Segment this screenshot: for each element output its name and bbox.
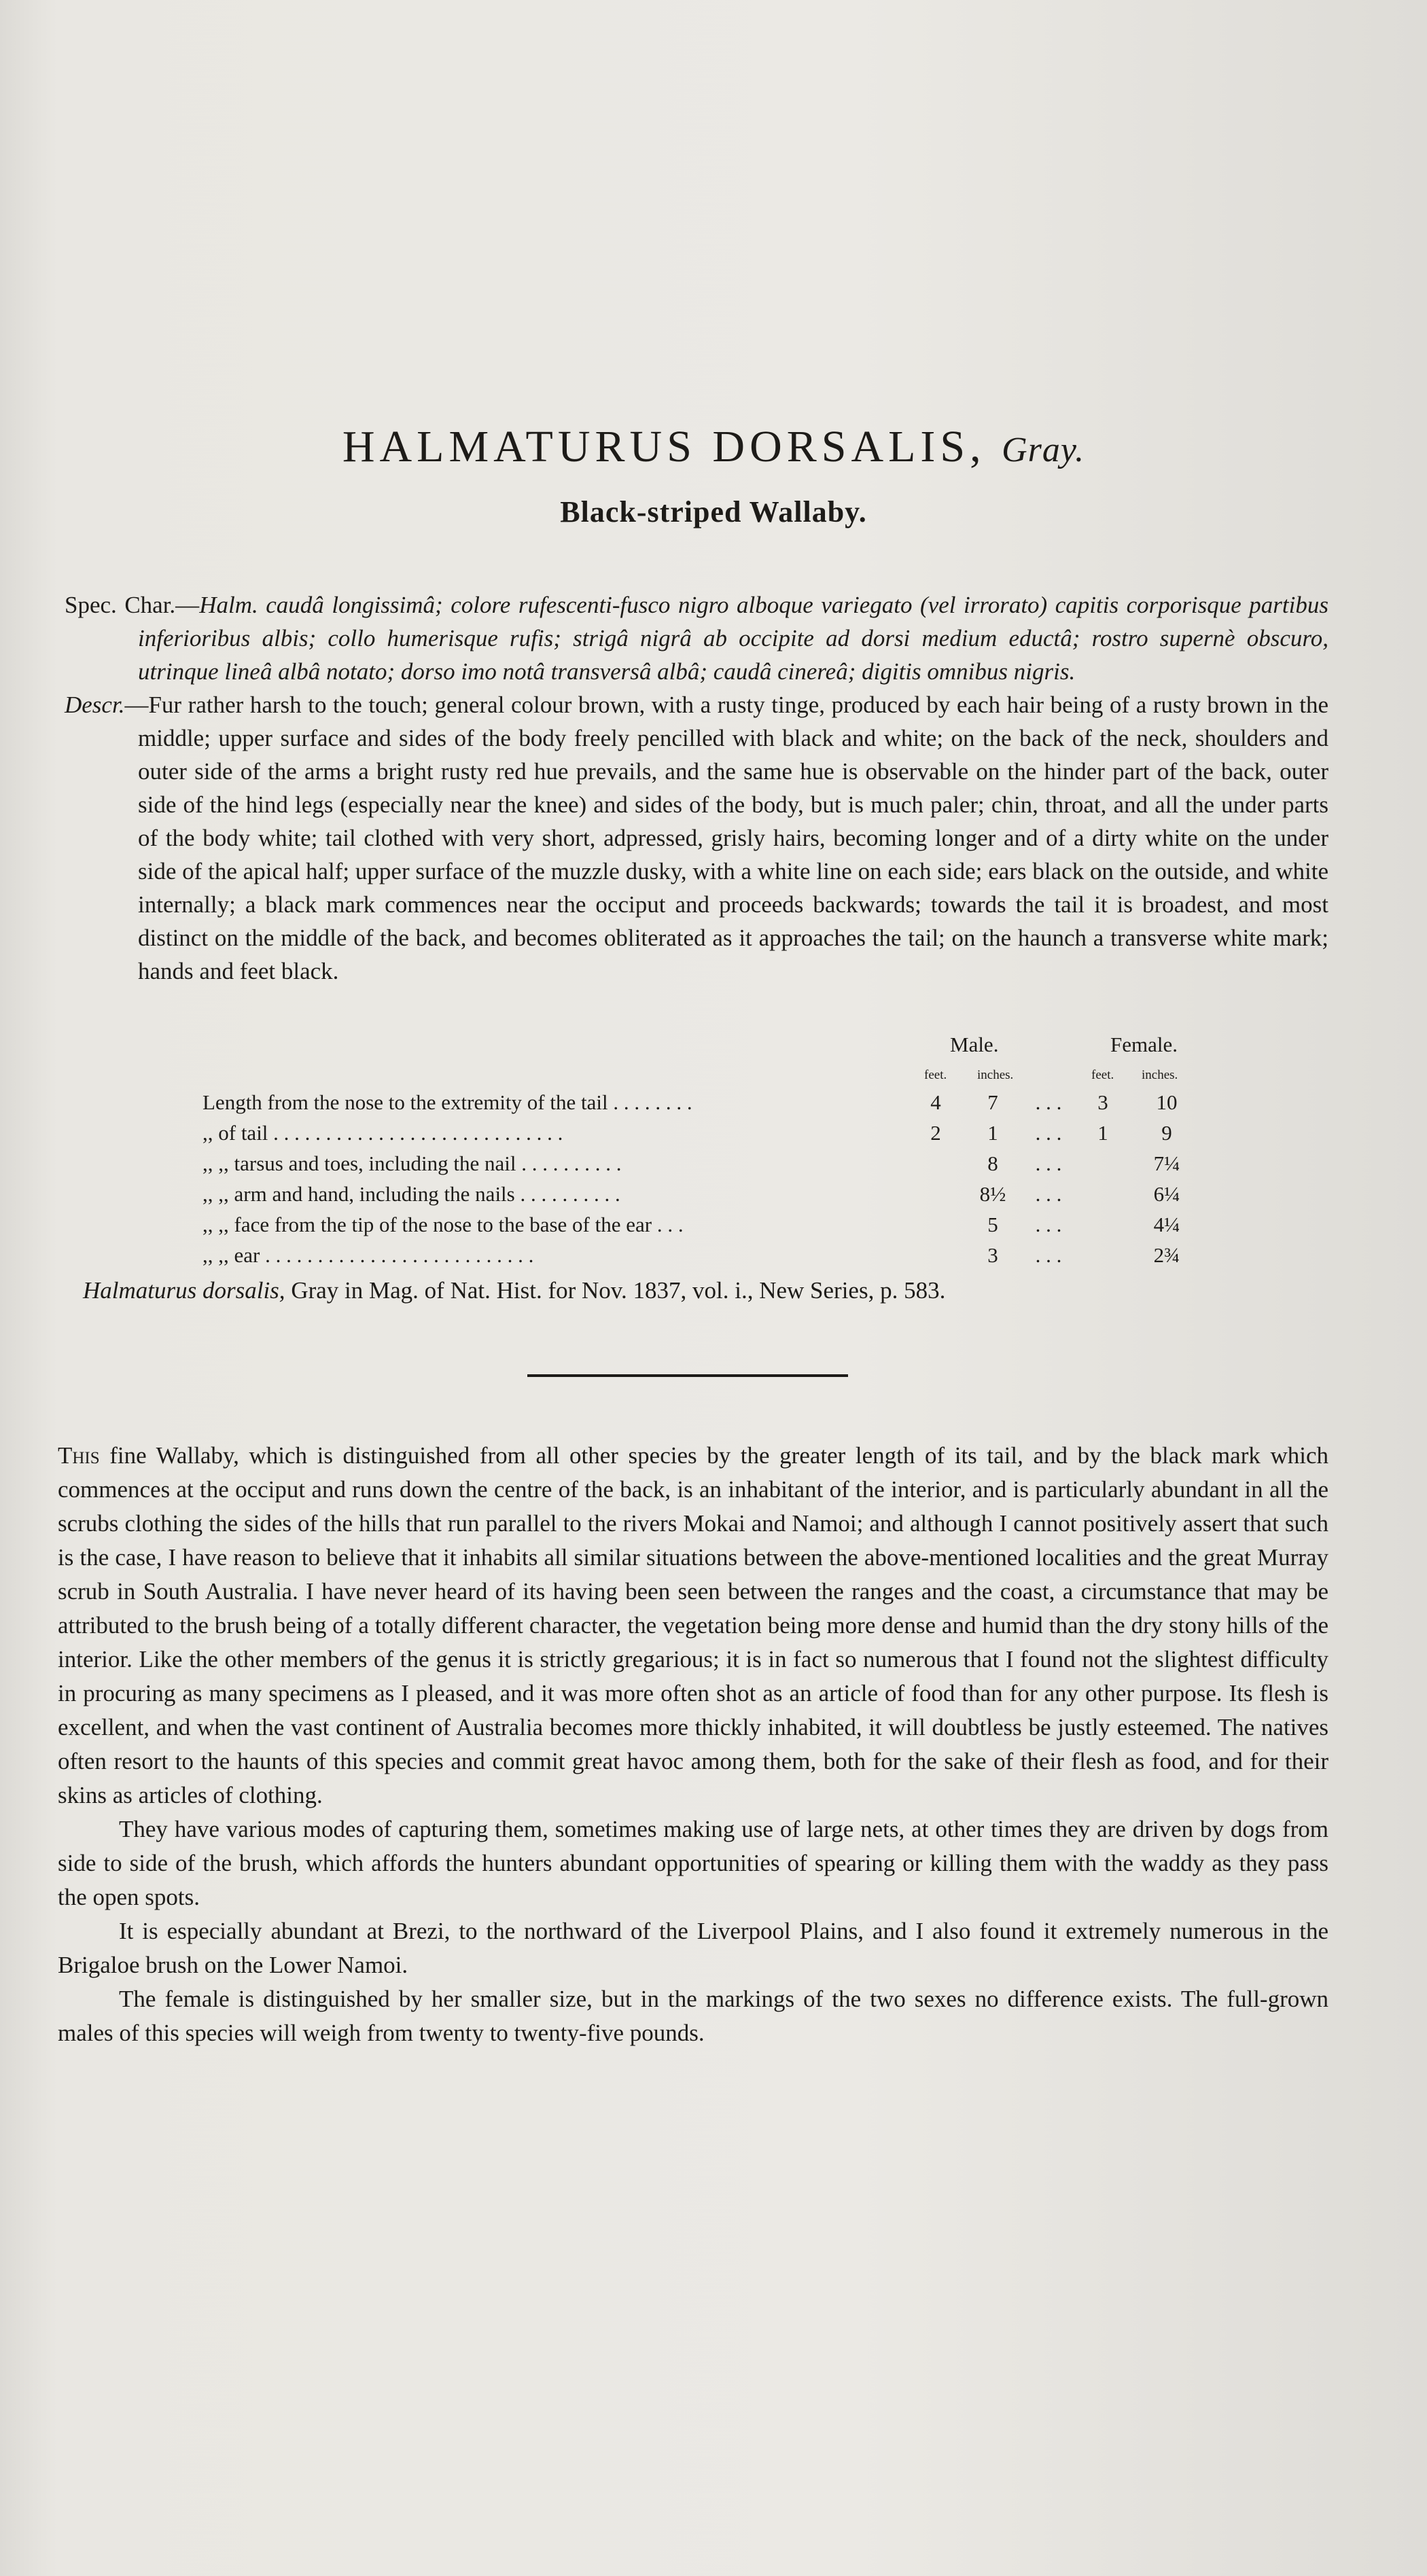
- male-inches-value: 8: [987, 1151, 998, 1175]
- male-inches-value: 7: [987, 1090, 998, 1114]
- citation-text: Gray in Mag. of Nat. Hist. for Nov. 1837, vol. i., New Series, p. 583.: [285, 1277, 946, 1304]
- measurement-row: [202, 1240, 1208, 1270]
- female-inches-value: 7¼: [1153, 1151, 1180, 1175]
- species-name: HALMATURUS DORSALIS,: [342, 422, 986, 471]
- measurement-label: Length from the nose to the extremity of the tail . . . . . . . .: [202, 1090, 692, 1114]
- female-inches-value: 4¼: [1153, 1213, 1180, 1236]
- measurement-row: [202, 1179, 1208, 1209]
- female-header: Female.: [1110, 1033, 1178, 1056]
- male-inches-value: 3: [987, 1243, 998, 1267]
- body-paragraph-4: The female is distinguished by her smaller size, but in the markings of the two sexes no difference exists. The full-grown males of this species will weigh from twenty to twenty-five pounds.: [58, 1986, 1328, 2046]
- female-feet-value: 1: [1097, 1121, 1108, 1145]
- body-paragraph-1: [58, 1439, 1328, 1812]
- male-feet-value: 4: [930, 1090, 941, 1114]
- measurement-row: [202, 1209, 1208, 1240]
- female-inches-label: inches.: [1142, 1068, 1178, 1082]
- citation-name: Halmaturus dorsalis,: [83, 1277, 285, 1304]
- row-dots: . . .: [1035, 1121, 1062, 1145]
- measurement-row: [202, 1148, 1208, 1179]
- descr-lead: Descr.: [65, 692, 125, 718]
- male-inches-value: 1: [987, 1121, 998, 1145]
- descr-paragraph: [65, 688, 1328, 988]
- body-paragraph-3: It is especially abundant at Brezi, to the northward of the Liverpool Plains, and I also found it extremely numerous in the Brigaloe brush on the Lower Namoi.: [58, 1918, 1328, 1978]
- male-inches-label: inches.: [977, 1068, 1014, 1082]
- spec-char-lead: Spec. Char.—: [65, 592, 200, 618]
- female-feet-label: feet.: [1091, 1068, 1114, 1082]
- citation: [83, 1277, 945, 1304]
- female-feet-value: 3: [1097, 1090, 1108, 1114]
- measurements-table: [202, 1033, 1208, 1270]
- row-dots: . . .: [1035, 1213, 1062, 1236]
- male-feet-label: feet.: [924, 1068, 947, 1082]
- species-author: Gray.: [1002, 431, 1085, 469]
- spec-char-text: Halm. caudâ longissimâ; colore rufescenti-fusco nigro alboque variegato (vel irrorato) capitis corporisque partibus inferioribus albis; collo humerisque rufis; strigâ nigrâ ab occipite ad dorsi medium eductâ; rostro supernè obscuro, utrinque lineâ albâ notato; dorso imo notâ transversâ albâ; caudâ cinereâ; digitis omnibus nigris.: [138, 592, 1328, 685]
- measurement-label: ,, ,, face from the tip of the nose to the base of the ear . . .: [202, 1213, 684, 1236]
- measurement-label: ,, ,, arm and hand, including the nails . . . . . . . . . .: [202, 1182, 620, 1206]
- female-inches-value: 10: [1156, 1090, 1178, 1114]
- section-divider: [527, 1374, 848, 1377]
- descr-text: —Fur rather harsh to the touch; general colour brown, with a rusty tinge, produced by each hair being of a rusty brown in the middle; upper surface and sides of the body freely pencilled with black and white; on the back of the neck, shoulders and outer side of the arms a bright rusty red hue prevails, and the same hue is observable on the hinder part of the back, outer side of the hind legs (especially near the knee) and sides of the body, but is much paler; chin, throat, and all the under parts of the body white; tail clothed with very short, adpressed, grisly hairs, becoming longer and of a dirty white on the under side of the apical half; upper surface of the muzzle dusky, with a white line on each side; ears black on the outside, and white internally; a black mark commences near the occiput and proceeds backwards; towards the tail it is broadest, and most distinct on the middle of the back, and becomes obliterated as it approaches the tail; on the haunch a transverse white mark; hands and feet black.: [124, 692, 1328, 984]
- body-text: [58, 1439, 1328, 2050]
- species-title: [0, 421, 1427, 473]
- row-dots: . . .: [1035, 1090, 1062, 1114]
- male-inches-value: 8½: [979, 1182, 1006, 1206]
- row-dots: . . .: [1035, 1182, 1062, 1206]
- row-dots: . . .: [1035, 1151, 1062, 1175]
- measurement-label: ,, ,, tarsus and toes, including the nail . . . . . . . . . .: [202, 1151, 622, 1175]
- measurement-label: ,, of tail . . . . . . . . . . . . . . . . . . . . . . . . . . . .: [202, 1121, 563, 1145]
- common-name: Black-striped Wallaby.: [560, 495, 867, 529]
- measurements-header: [202, 1033, 1208, 1087]
- measurement-label: ,, ,, ear . . . . . . . . . . . . . . . . . . . . . . . . . .: [202, 1243, 534, 1267]
- female-inches-value: 2¾: [1153, 1243, 1180, 1267]
- measurements-rows: [202, 1087, 1208, 1270]
- row-dots: . . .: [1035, 1243, 1062, 1267]
- characters-section: [65, 588, 1328, 988]
- measurement-row: [202, 1117, 1208, 1148]
- male-inches-value: 5: [987, 1213, 998, 1236]
- body-paragraph-2: They have various modes of capturing them, sometimes making use of large nets, at other times they are driven by dogs from side to side of the brush, which affords the hunters abundant opportunities of spearing or killing them with the waddy as they pass the open spots.: [58, 1816, 1328, 1910]
- body-first-word: This: [58, 1442, 100, 1469]
- female-inches-value: 6¼: [1153, 1182, 1180, 1206]
- male-feet-value: 2: [930, 1121, 941, 1145]
- male-header: Male.: [950, 1033, 999, 1056]
- body-paragraph-1-text: fine Wallaby, which is distinguished from all other species by the greater length of its tail, and by the black mark which commences at the occiput and runs down the centre of the back, is an inhabitant of the interior, and is particularly abundant in all the scrubs clothing the sides of the hills that run parallel to the rivers Mokai and Namoi; and although I cannot positively assert that such is the case, I have reason to believe that it inhabits all similar situations between the above-mentioned localities and the great Murray scrub in South Australia. I have never heard of its having been seen between the ranges and the coast, a circumstance that may be attributed to the brush being of a totally different character, the vegetation being more dense and humid than the dry stony hills of the interior. Like the other members of the genus it is strictly gregarious; it is in fact so numerous that I found not the slightest difficulty in procuring as many specimens as I pleased, and it was more often shot as an article of food than for any other purpose. Its flesh is excellent, and when the vast continent of Australia becomes more thickly inhabited, it will doubtless be justly esteemed. The natives often resort to the haunts of this species and commit great havoc among them, both for the sake of their flesh as food, and for their skins as articles of clothing.: [58, 1442, 1328, 1808]
- spec-char-paragraph: [65, 588, 1328, 688]
- measurement-row: [202, 1087, 1208, 1117]
- female-inches-value: 9: [1161, 1121, 1172, 1145]
